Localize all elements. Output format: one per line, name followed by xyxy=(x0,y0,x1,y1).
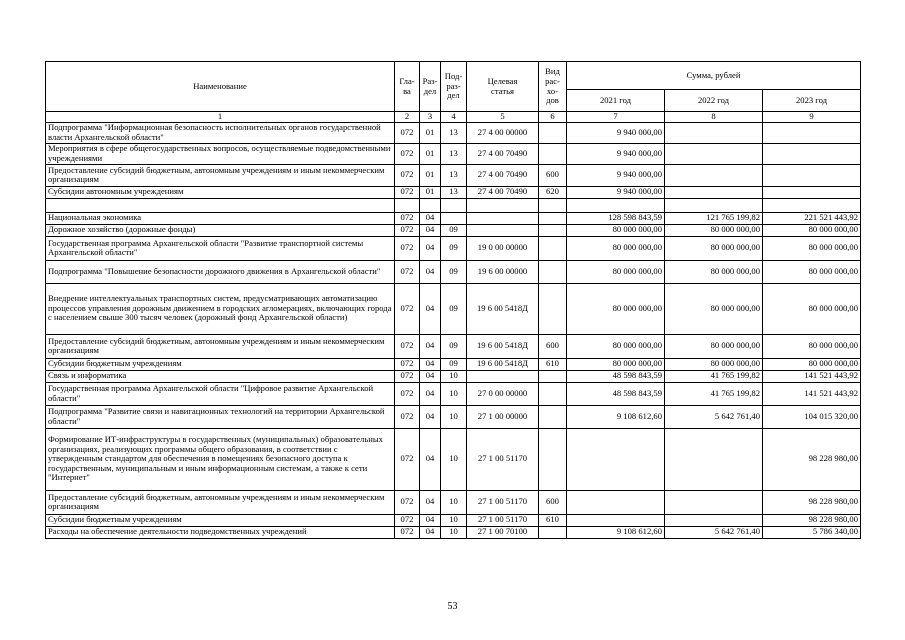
row-name: Субсидии бюджетным учреждениям xyxy=(46,358,395,370)
row-sum-2022: 80 000 000,00 xyxy=(665,236,763,260)
row-vid: 610 xyxy=(539,358,567,370)
row-sum-2022: 80 000 000,00 xyxy=(665,224,763,236)
row-glava: 072 xyxy=(395,405,420,428)
table-row xyxy=(46,143,861,164)
row-sum-2021: 9 108 612,60 xyxy=(567,526,665,538)
row-sum-2022: 121 765 199,82 xyxy=(665,212,763,224)
row-razdel: 04 xyxy=(420,428,441,490)
row-target: 27 4 00 70490 xyxy=(467,143,539,164)
row-podrazdel: 10 xyxy=(441,370,467,382)
row-razdel: 01 xyxy=(420,164,441,186)
header-2021: 2021 год xyxy=(567,90,665,112)
row-glava: 072 xyxy=(395,490,420,514)
row-sum-2023: 98 228 980,00 xyxy=(763,428,861,490)
row-glava: 072 xyxy=(395,186,420,198)
row-razdel: 04 xyxy=(420,382,441,405)
row-razdel: 04 xyxy=(420,405,441,428)
row-sum-2022: 80 000 000,00 xyxy=(665,283,763,334)
row-sum-2023: 80 000 000,00 xyxy=(763,358,861,370)
row-target: 19 6 00 5418Д xyxy=(467,334,539,358)
row-vid: 600 xyxy=(539,334,567,358)
row-vid xyxy=(539,260,567,283)
row-target: 19 6 00 5418Д xyxy=(467,283,539,334)
row-vid xyxy=(539,526,567,538)
row-sum-2022 xyxy=(665,198,763,212)
col-num: 2 xyxy=(395,112,420,123)
row-target xyxy=(467,370,539,382)
row-sum-2021: 9 108 612,60 xyxy=(567,405,665,428)
row-sum-2021: 80 000 000,00 xyxy=(567,236,665,260)
table-row xyxy=(46,490,861,514)
row-glava: 072 xyxy=(395,212,420,224)
row-razdel: 04 xyxy=(420,260,441,283)
row-sum-2021: 9 940 000,00 xyxy=(567,186,665,198)
row-name: Мероприятия в сфере общегосударственных вопросов, осуществляемые подведомственными учреждениями xyxy=(46,143,395,164)
row-vid xyxy=(539,143,567,164)
row-sum-2023: 98 228 980,00 xyxy=(763,514,861,526)
row-name: Расходы на обеспечение деятельности подведомственных учреждений xyxy=(46,526,395,538)
row-podrazdel: 10 xyxy=(441,526,467,538)
row-podrazdel: 13 xyxy=(441,164,467,186)
table-row xyxy=(46,428,861,490)
row-podrazdel: 09 xyxy=(441,260,467,283)
row-sum-2021: 48 598 843,59 xyxy=(567,370,665,382)
row-sum-2022: 80 000 000,00 xyxy=(665,260,763,283)
row-sum-2021: 9 940 000,00 xyxy=(567,122,665,143)
row-name: Связь и информатика xyxy=(46,370,395,382)
row-target: 19 6 00 5418Д xyxy=(467,358,539,370)
table-row xyxy=(46,198,861,212)
row-target: 27 1 00 70100 xyxy=(467,526,539,538)
row-vid xyxy=(539,382,567,405)
budget-table xyxy=(45,61,861,539)
col-num: 6 xyxy=(539,112,567,123)
row-target: 27 4 00 00000 xyxy=(467,122,539,143)
row-sum-2022 xyxy=(665,122,763,143)
row-sum-2021: 80 000 000,00 xyxy=(567,283,665,334)
row-name: Национальная экономика xyxy=(46,212,395,224)
row-sum-2022 xyxy=(665,428,763,490)
row-sum-2021: 80 000 000,00 xyxy=(567,224,665,236)
row-sum-2023: 5 786 340,00 xyxy=(763,526,861,538)
table-row xyxy=(46,224,861,236)
row-podrazdel: 09 xyxy=(441,236,467,260)
row-sum-2021 xyxy=(567,514,665,526)
table-row xyxy=(46,370,861,382)
row-sum-2023: 80 000 000,00 xyxy=(763,260,861,283)
row-glava: 072 xyxy=(395,122,420,143)
row-glava: 072 xyxy=(395,382,420,405)
header-name: Наименование xyxy=(46,62,395,112)
row-podrazdel: 09 xyxy=(441,358,467,370)
row-target xyxy=(467,212,539,224)
row-sum-2021 xyxy=(567,428,665,490)
row-target xyxy=(467,224,539,236)
col-num: 8 xyxy=(665,112,763,123)
row-vid xyxy=(539,283,567,334)
table-row xyxy=(46,164,861,186)
row-podrazdel xyxy=(441,212,467,224)
row-sum-2022 xyxy=(665,164,763,186)
row-sum-2022: 41 765 199,82 xyxy=(665,370,763,382)
row-target: 27 1 00 00000 xyxy=(467,405,539,428)
row-name: Формирование ИТ-инфраструктуры в государственных (муниципальных) образовательных организациях, реализующих программы общего образования, в соответствии с утвержденным стандартом для обеспечения в помещениях безопасного доступа к государственным, муниципальным и иным информационным системам, а также к сети "Интернет" xyxy=(46,428,395,490)
row-glava: 072 xyxy=(395,334,420,358)
row-sum-2021: 48 598 843,59 xyxy=(567,382,665,405)
row-podrazdel xyxy=(441,198,467,212)
row-name: Предоставление субсидий бюджетным, автономным учреждениям и иным некоммерческим организациям xyxy=(46,164,395,186)
col-num: 5 xyxy=(467,112,539,123)
row-name: Внедрение интеллектуальных транспортных систем, предусматривающих автоматизацию процессов управления дорожным движением в городских агломерациях, включающих города с населением свыше 300 тысяч человек (дорожный фонд Архангельской области) xyxy=(46,283,395,334)
row-glava xyxy=(395,198,420,212)
row-name xyxy=(46,198,395,212)
row-sum-2023: 141 521 443,92 xyxy=(763,382,861,405)
row-vid xyxy=(539,122,567,143)
header-razdel: Раз- дел xyxy=(420,62,441,112)
row-razdel: 04 xyxy=(420,334,441,358)
row-vid xyxy=(539,428,567,490)
row-sum-2021: 80 000 000,00 xyxy=(567,334,665,358)
row-glava: 072 xyxy=(395,370,420,382)
header-glava: Гла- ва xyxy=(395,62,420,112)
table-row xyxy=(46,283,861,334)
row-podrazdel: 10 xyxy=(441,405,467,428)
row-sum-2021: 128 598 843,59 xyxy=(567,212,665,224)
row-vid: 610 xyxy=(539,514,567,526)
row-sum-2023: 80 000 000,00 xyxy=(763,334,861,358)
table-row xyxy=(46,122,861,143)
row-razdel: 04 xyxy=(420,370,441,382)
row-razdel: 04 xyxy=(420,526,441,538)
row-razdel: 04 xyxy=(420,514,441,526)
row-glava: 072 xyxy=(395,260,420,283)
table-row xyxy=(46,334,861,358)
row-podrazdel: 13 xyxy=(441,186,467,198)
row-razdel: 04 xyxy=(420,224,441,236)
row-sum-2021 xyxy=(567,198,665,212)
col-num: 4 xyxy=(441,112,467,123)
table-body xyxy=(46,122,861,538)
table-row xyxy=(46,526,861,538)
col-num: 3 xyxy=(420,112,441,123)
row-sum-2023 xyxy=(763,198,861,212)
row-glava: 072 xyxy=(395,143,420,164)
row-sum-2022: 5 642 761,40 xyxy=(665,526,763,538)
col-num: 9 xyxy=(763,112,861,123)
row-sum-2022 xyxy=(665,514,763,526)
row-podrazdel: 13 xyxy=(441,143,467,164)
row-razdel: 04 xyxy=(420,212,441,224)
row-sum-2023 xyxy=(763,143,861,164)
page-number: 53 xyxy=(447,601,458,612)
row-podrazdel: 10 xyxy=(441,514,467,526)
row-vid: 600 xyxy=(539,490,567,514)
row-vid xyxy=(539,405,567,428)
row-sum-2022 xyxy=(665,186,763,198)
row-sum-2021: 9 940 000,00 xyxy=(567,164,665,186)
row-target: 19 6 00 00000 xyxy=(467,260,539,283)
header-2022: 2022 год xyxy=(665,90,763,112)
row-razdel: 04 xyxy=(420,358,441,370)
row-sum-2022: 80 000 000,00 xyxy=(665,334,763,358)
row-target: 27 0 00 00000 xyxy=(467,382,539,405)
row-sum-2023: 221 521 443,92 xyxy=(763,212,861,224)
row-glava: 072 xyxy=(395,164,420,186)
row-sum-2021: 9 940 000,00 xyxy=(567,143,665,164)
row-sum-2021 xyxy=(567,490,665,514)
row-sum-2022: 5 642 761,40 xyxy=(665,405,763,428)
row-name: Предоставление субсидий бюджетным, автономным учреждениям и иным некоммерческим организациям xyxy=(46,490,395,514)
row-sum-2023: 80 000 000,00 xyxy=(763,283,861,334)
header-target: Целевая статья xyxy=(467,62,539,112)
row-sum-2023: 104 015 320,00 xyxy=(763,405,861,428)
row-razdel: 01 xyxy=(420,122,441,143)
row-sum-2022 xyxy=(665,490,763,514)
row-name: Подпрограмма "Повышение безопасности дорожного движения в Архангельской области" xyxy=(46,260,395,283)
table-row xyxy=(46,514,861,526)
header-2023: 2023 год xyxy=(763,90,861,112)
row-vid xyxy=(539,224,567,236)
row-glava: 072 xyxy=(395,428,420,490)
table-row xyxy=(46,186,861,198)
row-glava: 072 xyxy=(395,236,420,260)
row-razdel: 04 xyxy=(420,283,441,334)
row-name: Предоставление субсидий бюджетным, автономным учреждениям и иным некоммерческим организациям xyxy=(46,334,395,358)
table-row xyxy=(46,260,861,283)
header-vid: Вид рас- хо- дов xyxy=(539,62,567,112)
table-row xyxy=(46,382,861,405)
row-vid xyxy=(539,236,567,260)
row-sum-2023: 141 521 443,92 xyxy=(763,370,861,382)
row-podrazdel: 10 xyxy=(441,490,467,514)
row-glava: 072 xyxy=(395,514,420,526)
row-podrazdel: 10 xyxy=(441,382,467,405)
row-sum-2022: 80 000 000,00 xyxy=(665,358,763,370)
row-sum-2023: 98 228 980,00 xyxy=(763,490,861,514)
row-podrazdel: 09 xyxy=(441,224,467,236)
row-sum-2023 xyxy=(763,186,861,198)
column-numbers-row xyxy=(46,112,861,123)
col-num: 1 xyxy=(46,112,395,123)
row-name: Подпрограмма "Информационная безопасность исполнительных органов государственной власти Архангельской области" xyxy=(46,122,395,143)
row-target: 27 1 00 51170 xyxy=(467,514,539,526)
row-glava: 072 xyxy=(395,224,420,236)
row-vid: 620 xyxy=(539,186,567,198)
row-sum-2022 xyxy=(665,143,763,164)
row-target: 27 4 00 70490 xyxy=(467,164,539,186)
row-name: Государственная программа Архангельской области "Цифровое развитие Архангельской области" xyxy=(46,382,395,405)
row-target xyxy=(467,198,539,212)
table-row xyxy=(46,212,861,224)
row-podrazdel: 13 xyxy=(441,122,467,143)
row-name: Субсидии автономным учреждениям xyxy=(46,186,395,198)
row-vid xyxy=(539,198,567,212)
row-sum-2023: 80 000 000,00 xyxy=(763,224,861,236)
row-glava: 072 xyxy=(395,283,420,334)
row-sum-2021: 80 000 000,00 xyxy=(567,358,665,370)
row-razdel: 04 xyxy=(420,236,441,260)
row-sum-2023: 80 000 000,00 xyxy=(763,236,861,260)
row-podrazdel: 10 xyxy=(441,428,467,490)
row-target: 27 4 00 70490 xyxy=(467,186,539,198)
row-sum-2023 xyxy=(763,164,861,186)
row-vid xyxy=(539,212,567,224)
row-sum-2022: 41 765 199,82 xyxy=(665,382,763,405)
row-name: Государственная программа Архангельской области "Развитие транспортной системы Архангельской области" xyxy=(46,236,395,260)
col-num: 7 xyxy=(567,112,665,123)
table-row xyxy=(46,405,861,428)
table-row xyxy=(46,358,861,370)
row-target: 19 0 00 00000 xyxy=(467,236,539,260)
row-podrazdel: 09 xyxy=(441,334,467,358)
row-glava: 072 xyxy=(395,526,420,538)
table-row xyxy=(46,236,861,260)
row-name: Подпрограмма "Развитие связи и навигационных технологий на территории Архангельской области" xyxy=(46,405,395,428)
row-razdel xyxy=(420,198,441,212)
row-target: 27 1 00 51170 xyxy=(467,428,539,490)
row-vid: 600 xyxy=(539,164,567,186)
row-razdel: 04 xyxy=(420,490,441,514)
row-vid xyxy=(539,370,567,382)
header-podrazdel: Под- раз- дел xyxy=(441,62,467,112)
row-target: 27 1 00 51170 xyxy=(467,490,539,514)
row-podrazdel: 09 xyxy=(441,283,467,334)
row-name: Дорожное хозяйство (дорожные фонды) xyxy=(46,224,395,236)
row-sum-2021: 80 000 000,00 xyxy=(567,260,665,283)
row-sum-2023 xyxy=(763,122,861,143)
row-name: Субсидии бюджетным учреждениям xyxy=(46,514,395,526)
row-razdel: 01 xyxy=(420,186,441,198)
header-sum: Сумма, рублей xyxy=(567,62,861,90)
row-razdel: 01 xyxy=(420,143,441,164)
row-glava: 072 xyxy=(395,358,420,370)
